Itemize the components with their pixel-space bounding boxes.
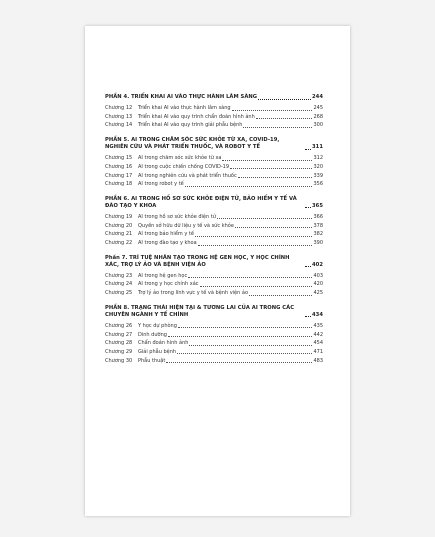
chapter-page-number: 403 xyxy=(313,272,323,279)
part-title: PHẦN 5. AI TRONG CHĂM SÓC SỨC KHỎE TỪ XA, COVID-19, NGHIÊN CỨU VÀ PHÁT TRIỂN THUỐC, VÀ ROBOT Y TẾ xyxy=(105,137,280,151)
dot-leader xyxy=(230,168,312,169)
chapter-row[interactable] xyxy=(105,222,323,231)
chapter-page-number: 378 xyxy=(313,222,323,229)
chapter-number: Chương 16 xyxy=(105,163,133,170)
part-title: Phần 7. TRÍ TUỆ NHÂN TẠO TRONG HỆ GEN HỌC, Y HỌC CHÍNH XÁC, TRỢ LÝ ẢO VÀ BỆNH VIỆN ẢO xyxy=(105,254,290,268)
chapter-title: Triển khai AI vào thực hành lâm sàng xyxy=(138,105,231,111)
dot-leader xyxy=(249,295,312,296)
chapter-number: Chương 29 xyxy=(105,348,133,355)
dot-leader xyxy=(188,277,312,278)
chapter-title: AI trong bảo hiểm y tế xyxy=(138,231,194,238)
part-heading[interactable] xyxy=(105,255,323,269)
part-page-number: 244 xyxy=(312,94,323,100)
chapter-row[interactable] xyxy=(105,272,323,281)
dot-leader xyxy=(198,245,313,246)
chapter-title: AI trong cuộc chiến chống COVID-19 xyxy=(138,163,229,170)
chapter-page-number: 420 xyxy=(313,281,323,288)
dot-leader xyxy=(305,266,311,267)
chapter-page-number: 245 xyxy=(313,105,323,111)
chapter-page-number: 442 xyxy=(313,331,323,338)
chapter-number: Chương 26 xyxy=(105,322,133,329)
chapter-row[interactable] xyxy=(105,163,323,172)
dot-leader xyxy=(195,236,313,237)
chapter-row[interactable] xyxy=(105,331,323,340)
toc-part xyxy=(105,305,323,366)
dot-leader xyxy=(217,218,313,219)
chapter-page-number: 390 xyxy=(313,240,323,247)
chapter-page-number: 454 xyxy=(313,340,323,347)
chapter-page-number: 382 xyxy=(313,231,323,238)
chapter-number: Chương 17 xyxy=(105,172,133,179)
part-page-number: 402 xyxy=(312,261,323,268)
chapter-number: Chương 25 xyxy=(105,290,133,297)
chapter-title: AI trong hệ gen học xyxy=(138,272,188,279)
chapter-page-number: 339 xyxy=(313,172,323,179)
book-page xyxy=(85,26,350,516)
chapter-title: Phẫu thuật xyxy=(138,357,166,364)
chapter-page-number: 425 xyxy=(313,290,323,297)
chapter-row[interactable] xyxy=(105,280,323,289)
chapter-number: Chương 23 xyxy=(105,272,133,279)
chapter-page-number: 268 xyxy=(313,113,323,120)
part-heading[interactable] xyxy=(105,305,323,319)
chapter-page-number: 312 xyxy=(313,155,323,162)
chapter-number: Chương 27 xyxy=(105,331,133,338)
chapter-number: Chương 12 xyxy=(105,105,133,111)
toc-part xyxy=(105,255,323,298)
toc-part xyxy=(105,137,323,189)
dot-leader xyxy=(200,286,313,287)
chapter-page-number: 320 xyxy=(313,163,323,170)
chapter-row[interactable] xyxy=(105,339,323,348)
dot-leader xyxy=(238,177,313,178)
chapter-page-number: 435 xyxy=(313,322,323,329)
chapter-row[interactable] xyxy=(105,289,323,298)
chapter-row[interactable] xyxy=(105,213,323,222)
chapter-page-number: 356 xyxy=(313,181,323,188)
chapter-row[interactable] xyxy=(105,104,323,113)
chapter-title: AI trong hồ sơ sức khỏe điện tử xyxy=(138,213,216,220)
chapter-page-number: 471 xyxy=(313,348,323,355)
chapter-title: Trợ lý ảo trong lĩnh vực y tế và bệnh viện ảo xyxy=(138,290,249,297)
chapter-title: Dinh dưỡng xyxy=(138,331,167,338)
toc-part xyxy=(105,196,323,248)
part-heading[interactable] xyxy=(105,94,323,101)
chapter-number: Chương 22 xyxy=(105,240,133,247)
chapter-number: Chương 24 xyxy=(105,281,133,288)
chapter-title: Triển khai AI vào quy trình giải phẫu bệnh xyxy=(138,122,243,129)
part-title: PHẦN 4. TRIỂN KHAI AI VÀO THỰC HÀNH LÂM SÀNG xyxy=(105,94,258,100)
dot-leader xyxy=(258,99,311,100)
chapter-number: Chương 30 xyxy=(105,357,133,364)
chapter-title: AI trong y học chính xác xyxy=(138,281,199,288)
part-title: PHẦN 6. AI TRONG HỒ SƠ SỨC KHỎE ĐIỆN TỬ, BẢO HIỂM Y TẾ VÀ ĐÀO TẠO Y KHOA xyxy=(105,195,297,209)
chapter-row[interactable] xyxy=(105,348,323,357)
chapter-title: AI trong nghiên cứu và phát triển thuốc xyxy=(138,172,237,179)
dot-leader xyxy=(243,127,312,128)
dot-leader xyxy=(177,353,312,354)
chapter-number: Chương 19 xyxy=(105,213,133,220)
chapter-title: Quyền sở hữu dữ liệu y tế và sức khỏe xyxy=(138,222,234,229)
dot-leader xyxy=(178,327,313,328)
chapter-title: Giải phẫu bệnh xyxy=(138,348,177,355)
chapter-row[interactable] xyxy=(105,113,323,122)
dot-leader xyxy=(222,160,312,161)
part-page-number: 311 xyxy=(312,144,323,151)
dot-leader xyxy=(168,336,313,337)
dot-leader xyxy=(305,149,311,150)
chapter-row[interactable] xyxy=(105,121,323,130)
chapter-title: Triển khai AI vào quy trình chẩn đoán hình ảnh xyxy=(138,113,255,120)
chapter-row[interactable] xyxy=(105,230,323,239)
dot-leader xyxy=(189,345,312,346)
table-of-contents xyxy=(105,94,323,372)
chapter-number: Chương 15 xyxy=(105,155,133,162)
chapter-title: Chẩn đoán hình ảnh xyxy=(138,340,189,347)
chapter-number: Chương 18 xyxy=(105,181,133,188)
chapter-row[interactable] xyxy=(105,357,323,366)
chapter-title: AI trong đào tạo y khoa xyxy=(138,240,197,247)
dot-leader xyxy=(185,186,313,187)
dot-leader xyxy=(305,316,311,317)
chapter-number: Chương 20 xyxy=(105,222,133,229)
toc-part xyxy=(105,94,323,130)
chapter-title: AI trong robot y tế xyxy=(138,181,184,188)
chapter-page-number: 483 xyxy=(313,357,323,364)
chapter-number: Chương 21 xyxy=(105,231,133,238)
part-title: PHẦN 8. TRẠNG THÁI HIỆN TẠI & TƯƠNG LAI CỦA AI TRONG CÁC CHUYÊN NGÀNH Y TẾ CHÍNH xyxy=(105,304,295,318)
dot-leader xyxy=(232,110,313,111)
part-page-number: 365 xyxy=(312,202,323,209)
chapter-number: Chương 14 xyxy=(105,122,133,129)
part-heading[interactable] xyxy=(105,137,323,151)
chapter-page-number: 366 xyxy=(313,213,323,220)
dot-leader xyxy=(256,118,313,119)
chapter-row[interactable] xyxy=(105,239,323,248)
chapter-number: Chương 13 xyxy=(105,113,133,120)
chapter-row[interactable] xyxy=(105,172,323,181)
chapter-row[interactable] xyxy=(105,154,323,163)
part-heading[interactable] xyxy=(105,196,323,210)
chapter-title: Y học dự phòng xyxy=(138,322,177,329)
dot-leader xyxy=(305,207,311,208)
chapter-title: AI trong chăm sóc sức khỏe từ xa xyxy=(138,155,222,162)
chapter-page-number: 300 xyxy=(313,122,323,129)
dot-leader xyxy=(235,227,313,228)
chapter-row[interactable] xyxy=(105,322,323,331)
dot-leader xyxy=(166,362,312,363)
part-page-number: 434 xyxy=(312,311,323,318)
chapter-row[interactable] xyxy=(105,180,323,189)
chapter-number: Chương 28 xyxy=(105,340,133,347)
